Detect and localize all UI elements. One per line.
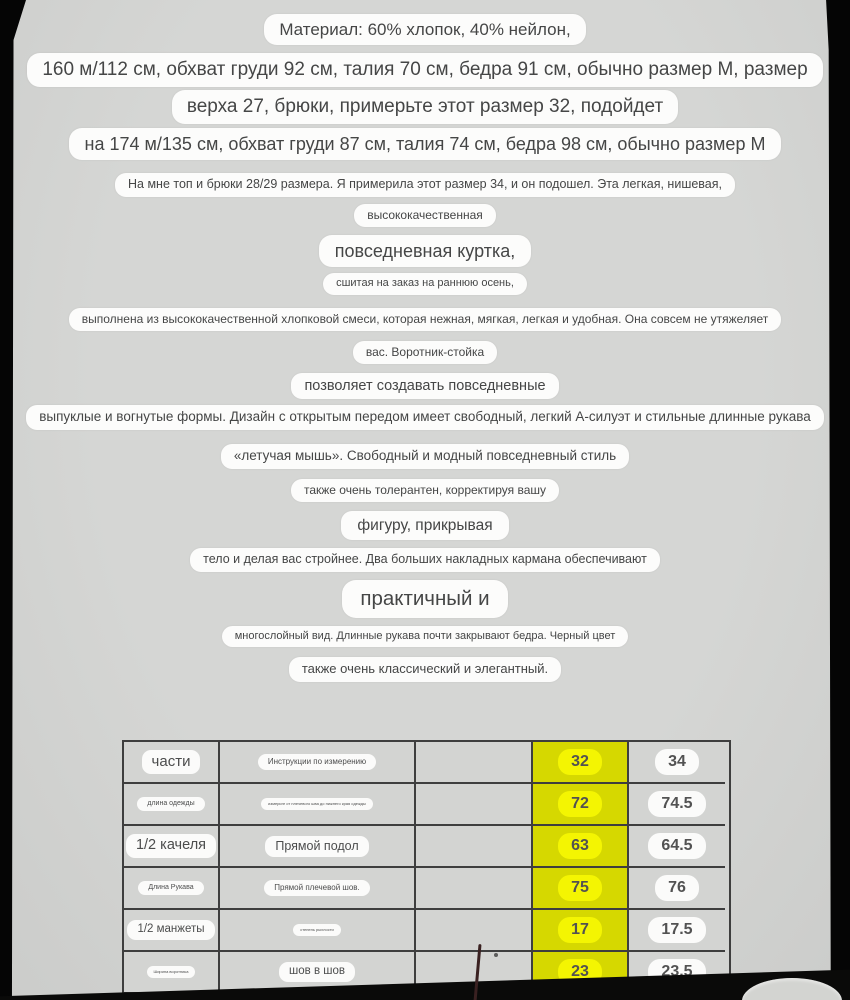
size-table <box>122 740 731 996</box>
description-line: тело и делая вас стройнее. Два больших накладных кармана обеспечивают <box>190 548 660 572</box>
description-line-size-advice: верха 27, брюки, примерьте этот размер 32, подойдет <box>172 90 678 124</box>
size-value: 72 <box>558 791 602 816</box>
size-table-cell-size32 <box>533 742 629 784</box>
description-line: многослойный вид. Длинные рукава почти закрывают бедра. Черный цвет <box>222 626 629 648</box>
size-table-cell-size32 <box>533 910 629 952</box>
description-line: выполнена из высококачественной хлопковой смеси, которая нежная, мягкая, легкая и удобная. Она совсем не утяжеляет <box>69 308 781 331</box>
size-table-cell-part <box>124 868 220 910</box>
size-table-cell-size34 <box>629 742 725 784</box>
size-table-cell-size34 <box>629 868 725 910</box>
description-line: практичный и <box>342 580 507 618</box>
table-label: Прямой плечевой шов. <box>264 880 370 896</box>
size-value: 32 <box>558 749 602 774</box>
table-label: шов в шов <box>279 962 355 982</box>
size-table-cell-part <box>124 826 220 868</box>
description-line: сшитая на заказ на раннюю осень, <box>323 273 527 295</box>
size-table-cell-size32 <box>533 868 629 910</box>
description-line: На мне топ и брюки 28/29 размера. Я примерила этот размер 34, и он подошел. Эта легкая, нишевая, <box>115 173 735 197</box>
description-line: вас. Воротник-стойка <box>353 341 497 364</box>
size-value: 75 <box>558 875 602 900</box>
table-label: Длина Рукава <box>138 881 203 895</box>
size-table-cell-empty <box>416 868 533 910</box>
size-value: 34 <box>655 749 699 774</box>
size-table-cell-method <box>220 910 416 952</box>
description-line: «летучая мышь». Свободный и модный повседневный стиль <box>221 444 629 469</box>
size-value: 63 <box>558 833 602 858</box>
size-table-cell-method <box>220 742 416 784</box>
size-table-cell-method <box>220 826 416 868</box>
size-value: 76 <box>655 875 699 900</box>
size-table-cell-method <box>220 868 416 910</box>
size-value: 23.5 <box>648 959 705 984</box>
size-table-cell-size34 <box>629 826 725 868</box>
size-value: 74.5 <box>648 791 705 816</box>
description-line: фигуру, прикрывая <box>341 511 508 540</box>
description-line: также очень классический и элегантный. <box>289 657 561 681</box>
table-label: части <box>142 750 201 774</box>
size-table-cell-size32 <box>533 826 629 868</box>
table-label: 1/2 манжеты <box>127 920 214 940</box>
description-line: выпуклые и вогнутые формы. Дизайн с открытым передом имеет свободный, легкий А-силуэт и стильные длинные рукава <box>26 405 824 430</box>
table-label: Инструкции по измерению <box>258 754 376 770</box>
size-value: 23 <box>558 959 602 984</box>
description-line: также очень толерантен, корректируя вашу <box>291 479 559 502</box>
size-value: 17.5 <box>648 917 705 942</box>
size-table-cell-empty <box>416 826 533 868</box>
size-value: 17 <box>558 917 602 942</box>
description-line-model-measurements: 160 м/112 см, обхват груди 92 см, талия 70 см, бедра 91 см, обычно размер М, размер <box>27 53 822 87</box>
table-label: 1/2 качеля <box>126 834 216 857</box>
size-table-cell-part <box>124 910 220 952</box>
size-table-cell-size32 <box>533 784 629 826</box>
description-line-model-measurements-2: на 174 м/135 см, обхват груди 87 см, талия 74 см, бедра 98 см, обычно размер М <box>69 128 782 161</box>
table-label: Прямой подол <box>265 836 368 857</box>
size-table-cell-empty <box>416 742 533 784</box>
description-line: высококачественная <box>354 204 496 227</box>
size-table-cell-part <box>124 742 220 784</box>
description-line-material: Материал: 60% хлопок, 40% нейлон, <box>264 14 585 45</box>
table-label: длина одежды <box>137 797 204 811</box>
size-table-cell-part <box>124 952 220 994</box>
description-line: позволяет создавать повседневные <box>291 373 558 399</box>
size-table-cell-size34 <box>629 784 725 826</box>
table-label: Ширина воротника <box>147 966 196 979</box>
size-table-cell-empty <box>416 784 533 826</box>
size-table-cell-empty <box>416 910 533 952</box>
table-label: измерьте от плечевого шва до нижнего края одежды <box>261 798 373 811</box>
size-table-cell-part <box>124 784 220 826</box>
size-table-cell-method <box>220 784 416 826</box>
stem-dot <box>494 953 498 957</box>
description-line: повседневная куртка, <box>319 235 531 268</box>
table-label: степень рыхлости <box>293 924 341 937</box>
size-table-cell-size34 <box>629 910 725 952</box>
size-value: 64.5 <box>648 833 705 858</box>
